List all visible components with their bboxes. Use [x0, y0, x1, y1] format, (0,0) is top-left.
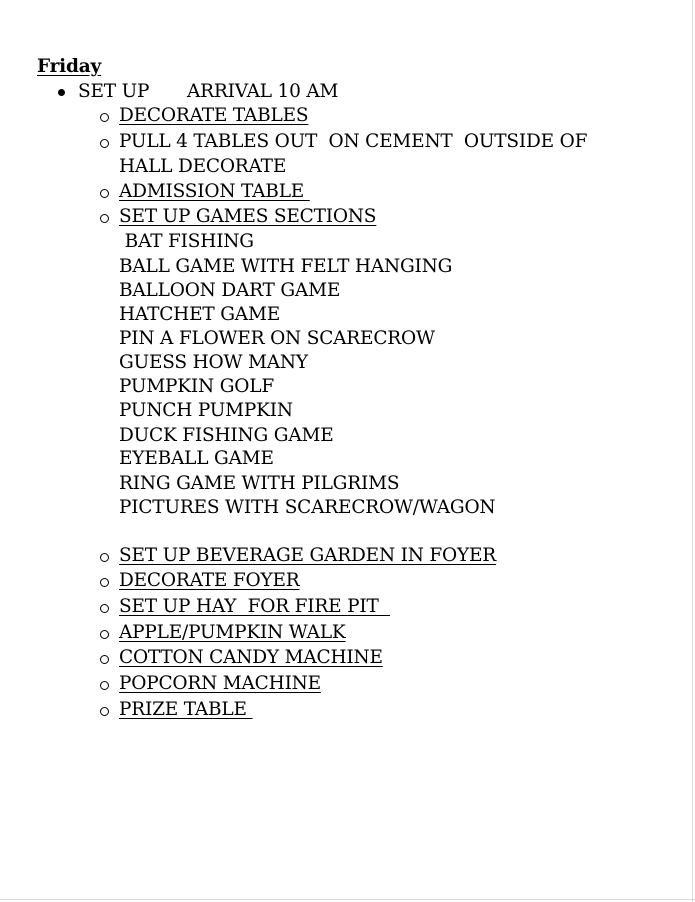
- task-hay-fire-pit: SET UP HAY FOR FIRE PIT: [119, 596, 390, 617]
- game-item: PUNCH PUMPKIN: [119, 400, 293, 421]
- task-pull-tables: PULL 4 TABLES OUT ON CEMENT OUTSIDE OF: [119, 131, 588, 152]
- task-popcorn: POPCORN MACHINE: [119, 673, 321, 694]
- day-heading: Friday: [37, 56, 102, 77]
- bullet-disc-icon: [58, 89, 65, 96]
- task-prize-table: PRIZE TABLE: [119, 699, 253, 720]
- bullet-circle-icon: [100, 189, 109, 198]
- task-apple-pumpkin-walk: APPLE/PUMPKIN WALK: [119, 622, 346, 643]
- game-item: PICTURES WITH SCARECROW/WAGON: [119, 497, 496, 518]
- game-item: DUCK FISHING GAME: [119, 425, 334, 446]
- bullet-circle-icon: [100, 214, 109, 223]
- game-item: GUESS HOW MANY: [119, 352, 308, 373]
- game-item: EYEBALL GAME: [119, 448, 274, 469]
- task-cotton-candy: COTTON CANDY MACHINE: [119, 647, 383, 668]
- bullet-circle-icon: [100, 707, 109, 716]
- game-item: BAT FISHING: [119, 231, 254, 252]
- bullet-circle-icon: [100, 578, 109, 587]
- page-edge-bottom: [0, 899, 695, 900]
- page-edge-right: [692, 0, 693, 902]
- task-decorate-foyer: DECORATE FOYER: [119, 570, 300, 591]
- bullet-circle-icon: [100, 681, 109, 690]
- task-admission-table: ADMISSION TABLE: [119, 181, 310, 202]
- game-item: PUMPKIN GOLF: [119, 376, 274, 397]
- bullet-circle-icon: [100, 604, 109, 613]
- arrival-time: ARRIVAL 10 AM: [187, 81, 339, 102]
- bullet-circle-icon: [100, 553, 109, 562]
- game-item: PIN A FLOWER ON SCARECROW: [119, 328, 435, 349]
- setup-label: SET UP: [78, 81, 150, 102]
- bullet-circle-icon: [100, 113, 109, 122]
- task-games-sections: SET UP GAMES SECTIONS: [119, 206, 377, 227]
- bullet-circle-icon: [100, 655, 109, 664]
- game-item: BALL GAME WITH FELT HANGING: [119, 256, 453, 277]
- task-pull-tables-cont: HALL DECORATE: [119, 156, 287, 177]
- game-item: RING GAME WITH PILGRIMS: [119, 473, 400, 494]
- task-decorate-tables: DECORATE TABLES: [119, 105, 309, 126]
- bullet-circle-icon: [100, 139, 109, 148]
- game-item: HATCHET GAME: [119, 304, 281, 325]
- task-beverage-garden: SET UP BEVERAGE GARDEN IN FOYER: [119, 545, 497, 566]
- bullet-circle-icon: [100, 630, 109, 639]
- game-item: BALLOON DART GAME: [119, 280, 341, 301]
